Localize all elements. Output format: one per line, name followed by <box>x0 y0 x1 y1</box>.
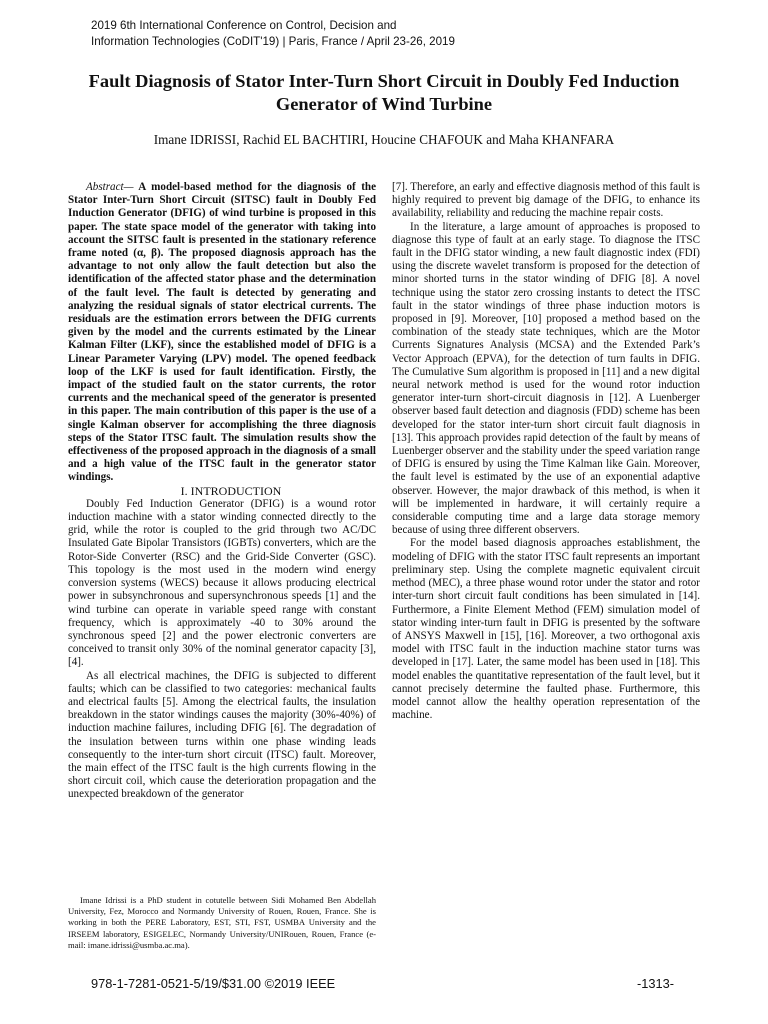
paper-title: Fault Diagnosis of Stator Inter-Turn Short Circuit in Doubly Fed Induction Generator of Wind Turbine <box>88 71 680 114</box>
left-column <box>68 181 376 802</box>
abstract <box>68 181 376 485</box>
body-paragraph: [7]. Therefore, an early and effective diagnosis method of this fault is highly required to prevent big damage of the DFIG, to enhance its availability, reliability and reducing the machine repair costs. <box>392 181 700 220</box>
page-number: -1313- <box>637 976 674 991</box>
right-column <box>392 181 700 722</box>
isbn-footer: 978-1-7281-0521-5/19/$31.00 ©2019 IEEE <box>91 976 336 991</box>
body-paragraph: In the literature, a large amount of approaches is proposed to diagnose this type of fault at an early stage. To diagnose the ITSC fault in the DFIG stator winding, a new fault diagnostic index (FDI) using the discrete wavelet transform is proposed for the detection of minor shorted turns in the stator winding of DFIG [8]. A novel technique using the stator zero crossing instants to detect the ITSC fault in the stator windings of three phase induction motors is proposed in [9]. Moreover, [10] proposed a method based on the combination of the steady state techniques, which are the Motor Currents Signatures Analysis (MCSA) and the Extended Park’s Vector Approach (EPVA), for the detection of turn faults in DFIG. The Cumulative Sum algorithm is proposed in [11] and a new digital neural network method is used for the wound rotor induction generator inter-turn short-circuit diagnosis in [12]. A Luenberger observer based fault detection and diagnosis (FDD) scheme has been developed for the stator inter-turn short circuit fault diagnosis in [13]. This approach provides rapid detection of the fault by means of Luenberger observer and the stability under the speed variation range of DFIG is ensured by using the Time Kalman like Gain. Moreover, the fault level is estimated by the use of an exponential adaptive observer. However, the major drawback of this method, is when it will be implemented in hardware, it will certainly require a considerable computing time and a large data storage memory because of using three different observers. <box>392 220 700 537</box>
body-paragraph: For the model based diagnosis approaches establishment, the modeling of DFIG with the stator ITSC fault represents an important preliminary step. Using the complete magnetic equivalent circuit method (MEC), a three phase wound rotor under the stator and rotor inter-turn short circuit fault conditions has been simulated in [14]. Furthermore, a Finite Element Method (FEM) simulation model of stator winding inter-turn fault in DFIG is presented by the software of ANSYS Maxwell in [15], [16]. Moreover, a two orthogonal axis model with ITSC fault in the induction machine stator turns was developed in [17]. Later, the same model has been used in [18]. This model enables the quantitative representation of the fault level, but it cannot precisely determine the faulted phase. Furthermore, this model cannot allow the healthy operation representation of the machine. <box>392 537 700 722</box>
conference-line-1: 2019 6th International Conference on Control, Decision and <box>91 19 397 32</box>
conference-line-2: Information Technologies (CoDIT'19) | Paris, France / April 23-26, 2019 <box>91 35 455 48</box>
author-footnote: Imane Idrissi is a PhD student in cotutelle between Sidi Mohamed Ben Abdellah University, Fez, Morocco and Normandy University of Rouen, Rouen, France. She is working in both the PERE Laboratory, EST, STI, FST, USMBA University and the IRSEEM laboratory, ESIGELEC, Normandy University/UNIRouen, Rouen, France (e-mail: imane.idrissi@usmba.ac.ma). <box>68 895 376 950</box>
abstract-lead: Abstract— <box>86 181 134 193</box>
section-heading-introduction: I. INTRODUCTION <box>180 483 282 498</box>
author-list: Imane IDRISSI, Rachid EL BACHTIRI, Houcine CHAFOUK and Maha KHANFARA <box>153 132 615 147</box>
body-paragraph: As all electrical machines, the DFIG is subjected to different faults; which can be classified to two categories: mechanical faults and electrical faults [5]. Among the electrical faults, the insulation breakdown in the stator windings causes the majority (30%-40%) of induction machine failures, including DFIG [6]. The degradation of the insulation between turns within one phase winding leads consequently to the inter-turn short circuit (ITSC) fault. Moreover, the main effect of the ITSC fault is the high currents flowing in the short circuit coil, which cause the deterioration propagation and the unexpected breakdown of the generator <box>68 669 376 801</box>
abstract-text: A model-based method for the diagnosis of the Stator Inter-Turn Short Circuit (SITSC) fault in Doubly Fed Induction Generator (DFIG) of wind turbine is proposed in this paper. The state space model of the generator with taking into account the SITSC fault is presented in the stationary reference frame noted (α, β). The proposed diagnosis approach has the advantage to not only allow the fault detection but also the identification of the affected stator phase and the determination of the fault level. The fault is detected by generating and analyzing the residual signals of stator electrical currents. The residuals are the estimation errors between the DFIG currents given by the model and the currents estimated by the Linear Kalman Filter (LKF), since the established model of DFIG is a Linear Parameter Varying (LPV) model. The opened feedback loop of the LKF is used for fault identification. Firstly, the impact of the studied fault on the stator currents, the rotor currents and the mechanical speed of the generator is presented in this paper. The main contribution of this paper is the use of a single Kalman observer for accomplishing the three diagnosis steps of the Stator ITSC fault. The simulation results show the effectiveness of the proposed approach in the diagnosis of a small and a high value of the ITSC fault in the generator stator windings. <box>68 181 376 484</box>
body-paragraph: Doubly Fed Induction Generator (DFIG) is a wound rotor induction machine with a stator winding connected directly to the grid, while the rotor is coupled to the grid through two AC/DC Insulated Gate Bipolar Transistors (IGBTs) converters, which are the Rotor-Side Converter (RSC) and the Grid-Side Converter (GSC). This topology is the most used in the modern wind energy conversion systems (WECS) because it allows producing electrical power in subsynchronous and supersynchronous speeds [1] and the wind turbine can operate in variable speed range with constant frequency, which is approximately -40 to 30% around the synchronous speed [2] and the power electronic converters are conceived to transit only 30% of the nominal generator capacity [3], [4]. <box>68 497 376 669</box>
conference-header <box>91 18 551 50</box>
